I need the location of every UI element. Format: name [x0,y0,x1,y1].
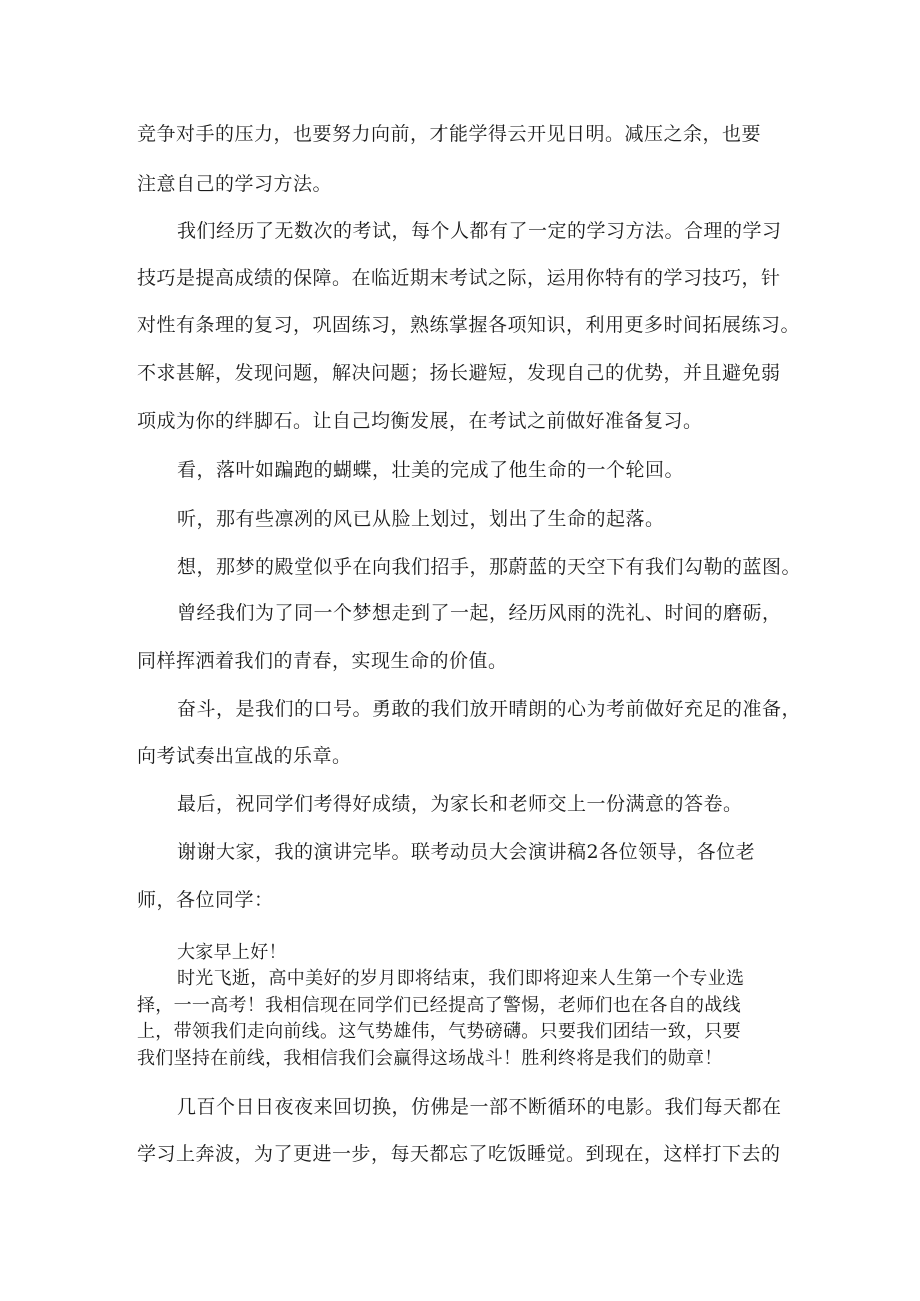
paragraph-line: 项成为你的绊脚石。让自己均衡发展，在考试之前做好准备复习。 [137,410,703,432]
paragraph-line: 谢谢大家，我的演讲完毕。联考动员大会演讲稿2各位领导，各位老 [177,841,756,863]
paragraph-line: 想，那梦的殿堂似乎在向我们招手，那蔚蓝的天空下有我们勾勒的蓝图。 [177,556,802,578]
greeting-line: 大家早上好！ [177,942,287,963]
paragraph-line: 最后，祝同学们考得好成绩，为家长和老师交上一份满意的答卷。 [177,793,743,815]
paragraph-line: 同样挥洒着我们的青春，实现生命的价值。 [137,650,508,672]
paragraph-line: 竞争对手的压力，也要努力向前，才能学得云开见日明。减压之余，也要 [137,123,762,145]
paragraph-line: 曾经我们为了同一个梦想走到了一起，经历风雨的洗礼、时间的磨砺， [177,602,782,624]
paragraph-line: 我们坚持在前线，我相信我们会赢得这场战斗！胜利终将是我们的勋章！ [137,1048,723,1069]
paragraph-line: 择，一一高考！我相信现在同学们已经提高了警惕，老师们也在各自的战线 [137,995,741,1016]
paragraph-line: 几百个日日夜夜来回切换，仿佛是一部不断循环的电影。我们每天都在 [177,1096,782,1118]
paragraph-line: 技巧是提高成绩的保障。在临近期末考试之际，运用你特有的学习技巧，针 [137,267,781,289]
paragraph-line: 奋斗，是我们的口号。勇敢的我们放开晴朗的心为考前做好充足的准备， [177,698,802,720]
paragraph-line: 对性有条理的复习，巩固练习，熟练掌握各项知识，利用更多时间拓展练习。 [137,314,801,336]
paragraph-line: 我们经历了无数次的考试，每个人都有了一定的学习方法。合理的学习 [177,220,782,242]
paragraph-line: 注意自己的学习方法。 [137,173,333,195]
paragraph-line: 上，带领我们走向前线。这气势雄伟，气势磅礴。只要我们团结一致，只要 [137,1021,741,1042]
paragraph-line: 时光飞逝，高中美好的岁月即将结束，我们即将迎来人生第一个专业选 [177,968,745,989]
paragraph-line: 学习上奔波，为了更进一步，每天都忘了吃饭睡觉。到现在，这样打下去的 [137,1143,781,1165]
paragraph-line: 听，那有些凛冽的风已从脸上划过，划出了生命的起落。 [177,508,665,530]
paragraph-line: 看，落叶如蹁跑的蝴蝶，壮美的完成了他生命的一个轮回。 [177,459,685,481]
paragraph-line: 向考试奏出宣战的乐章。 [137,745,352,767]
paragraph-line: 师，各位同学： [137,889,274,911]
paragraph-line: 不求甚解，发现问题，解决问题；扬长避短，发现自己的优势，并且避免弱 [137,362,781,384]
